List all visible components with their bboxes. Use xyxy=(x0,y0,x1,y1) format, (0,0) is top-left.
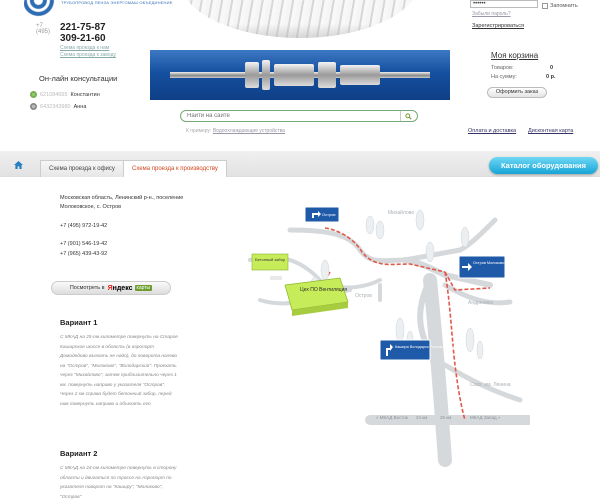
contact-phone-1: +7 (495) 972-19-42 xyxy=(60,223,108,229)
rotor-disc xyxy=(274,64,314,86)
consultant-anna[interactable] xyxy=(30,103,86,110)
label-km-24: 24 км xyxy=(416,415,428,420)
forgot-password-link[interactable]: Забыли пароль? xyxy=(472,11,511,17)
phone-number-1: 221-75-87 xyxy=(60,22,106,33)
sign-right-label: Остров Молоково Володарский xyxy=(473,261,529,265)
cart-items-value: 0 xyxy=(550,65,554,71)
contact-phone-3: +7 (965) 439-43-92 xyxy=(60,251,108,257)
checkbox-box[interactable] xyxy=(542,3,548,9)
variant-1-text: С МКАД на 25-ом километре повернуть на Старое Каширское шоссе в область (в аэропорт Домодедово въехать не надо), до поворота налево на "Остров", "Молоково", "Володарский". Проехать через "Михайлово", затем приблизительно через 1 км. повернуть направо у указателя "Остров". Через 2 км справа будет бетонный забор, перед ним повернуть направо и объехать его xyxy=(60,335,178,407)
variant-2-text: С МКАД на 24-ом километре повернуть в сторону области и двигаться по трассе на Аэропорт по указателя поворот на "Каширу", "Молоково", "Остров" xyxy=(60,466,177,500)
yandex-logo xyxy=(108,285,133,292)
label-mkad-west: МКАД Запад » xyxy=(470,415,501,420)
catalog-button[interactable]: Каталог оборудования xyxy=(489,157,598,174)
tab-plant-route[interactable]: Схема проезда к производству xyxy=(123,160,227,177)
tab-bar xyxy=(0,151,600,177)
consultant-number: 621084655 xyxy=(40,91,68,98)
page-header xyxy=(0,0,600,150)
tab-office-route[interactable]: Схема проезда к офису xyxy=(40,160,124,177)
label-km-25: 25 км xyxy=(440,415,452,420)
label-mkad-east: « МКАД Восток xyxy=(376,415,408,420)
yandex-logo-ndex: ндекс xyxy=(112,284,133,292)
icq-icon xyxy=(30,91,37,98)
cart-items-label: Товаров: xyxy=(491,65,514,71)
sign-ostrov-label: Остров xyxy=(322,212,336,217)
cart-title[interactable]: Моя корзина xyxy=(491,51,539,60)
route-link-office[interactable]: Схема проезда к нам xyxy=(60,45,110,51)
label-andreevka: Андреевка xyxy=(468,300,494,306)
search-icon xyxy=(405,113,412,120)
sign-ostrov xyxy=(305,207,339,222)
consultant-name: Анна xyxy=(73,103,87,110)
example-link[interactable]: Водоохлаждающие устройства xyxy=(212,128,286,134)
route-link-plant[interactable]: Схема проезда к заводу xyxy=(60,52,116,58)
example-prefix: К примеру: xyxy=(186,128,212,134)
search-example xyxy=(186,128,285,134)
sign-kashira xyxy=(380,340,457,360)
remember-label: Запомнить xyxy=(550,3,578,9)
search-button[interactable] xyxy=(400,111,416,121)
variant-1-title: Вариант 1 xyxy=(60,318,98,327)
search-box xyxy=(180,110,418,122)
plant-address: Московская область, Ленинский р-н., поселение Молоковское, с. Остров xyxy=(60,195,184,210)
sign-right xyxy=(459,256,529,278)
rotor-disc xyxy=(245,62,259,88)
home-icon[interactable] xyxy=(14,161,23,169)
logo-caption: ТРУБОПРОВОД ПЕНЗА ЭНЕРГОМАШ ОБЪЕДИНЕНИЕ xyxy=(61,0,173,5)
search-input[interactable] xyxy=(187,112,397,120)
consult-title: Он-лайн консультации xyxy=(39,74,118,83)
consultant-konstantin[interactable] xyxy=(30,91,100,98)
skype-icon xyxy=(30,103,37,110)
label-sovkhoz: Совх. им. Ленина xyxy=(470,382,511,388)
rotor-banner[interactable] xyxy=(150,50,450,100)
cart-sum-label: На сумму: xyxy=(491,74,517,80)
company-logo[interactable] xyxy=(24,0,60,22)
discount-card-link[interactable]: Дисконтная карта xyxy=(528,128,574,134)
fence-sign xyxy=(252,254,288,270)
rotor-disc xyxy=(318,62,336,88)
cart-sum-value: 0 р. xyxy=(546,74,556,80)
register-link[interactable]: Зарегистрироваться xyxy=(472,23,525,29)
route-map xyxy=(230,190,530,470)
consultant-name: Константин xyxy=(70,91,100,98)
plant-label: Цех ПО Вентиляция xyxy=(300,287,348,293)
rotor-disc xyxy=(340,65,380,85)
yandex-logo-ya: Я xyxy=(107,284,113,292)
plant-building[interactable] xyxy=(270,276,348,316)
checkout-button[interactable]: Оформить заказ xyxy=(487,87,547,98)
phone-code: +7 (495) xyxy=(36,23,51,35)
turbine-graphic xyxy=(180,0,420,38)
yandex-prefix: Посмотреть в xyxy=(69,285,105,291)
label-mikhaylovo: Михайлово xyxy=(388,210,415,216)
payment-delivery-link[interactable]: Оплата и доставка xyxy=(468,128,517,134)
consultant-number: 6432343980 xyxy=(40,103,71,110)
contact-phone-2: +7 (901) 546-19-42 xyxy=(60,241,108,247)
remember-checkbox[interactable] xyxy=(542,3,578,9)
variant-2-title: Вариант 2 xyxy=(60,449,98,458)
yandex-maps-badge: карты xyxy=(136,285,151,291)
rotor-disc xyxy=(262,60,270,90)
fence-label: Бетонный забор xyxy=(255,257,286,262)
sign-kashira-label: Кашира Володарск Ростов-на-Дону xyxy=(395,345,458,349)
yandex-maps-button[interactable] xyxy=(51,281,171,295)
phone-number-2: 309-21-60 xyxy=(60,33,106,44)
label-ostrov: Остров xyxy=(355,293,372,299)
password-field[interactable]: •••••• xyxy=(470,0,538,8)
